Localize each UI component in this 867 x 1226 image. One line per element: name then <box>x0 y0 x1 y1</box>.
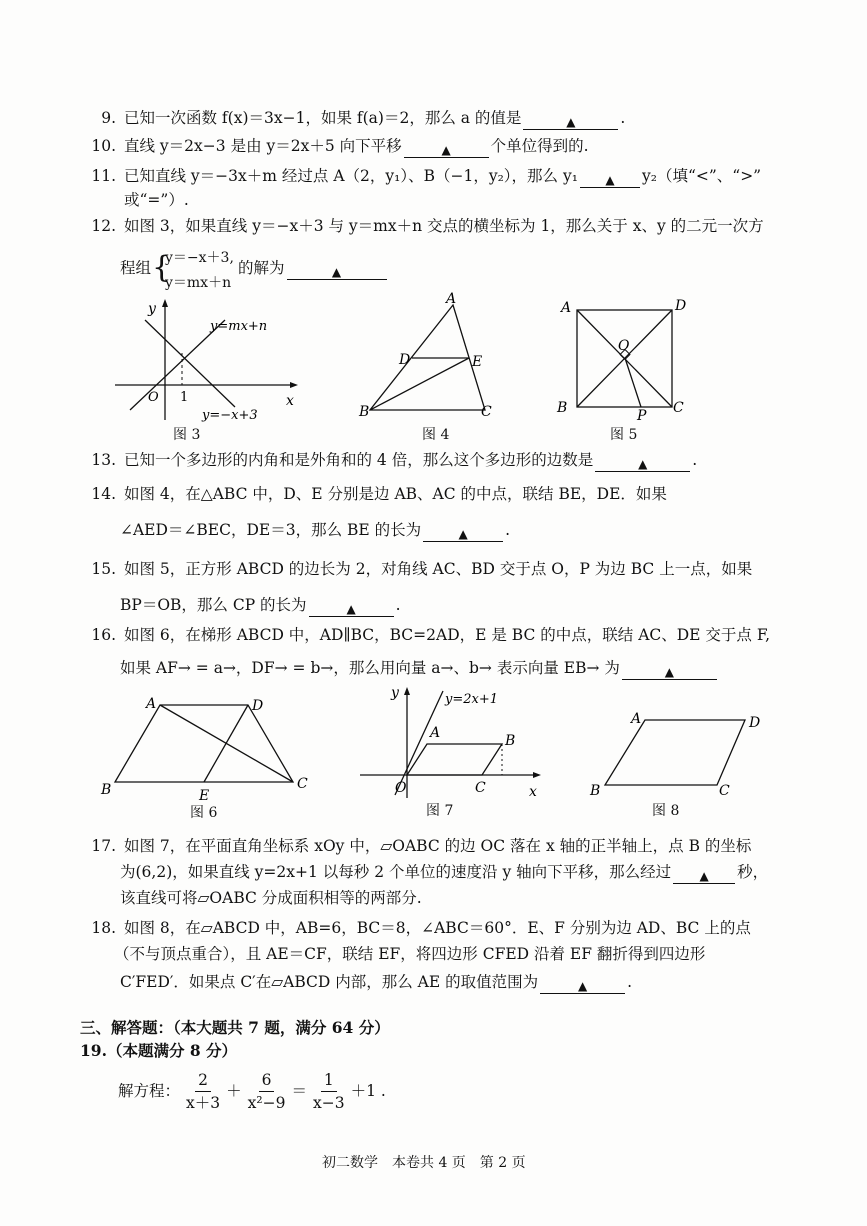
vertex-label: A <box>446 291 457 307</box>
section-title: 三、解答题：（本大题共 7 题，满分 64 分） <box>80 1018 390 1037</box>
vertex-label: D <box>399 352 411 368</box>
line-label: y=2x+1 <box>445 692 499 707</box>
vertex-label: D <box>252 698 264 714</box>
x-axis-label: x <box>286 393 294 409</box>
figure-5-caption: 图 5 <box>610 427 638 443</box>
vertex-label: B <box>590 783 601 799</box>
question-text: 如图 6，在梯形 ABCD 中，AD∥BC，BC=2AD，E 是 BC 的中点，联结 AC、DE 交于点 F, <box>124 626 771 644</box>
answer-blank[interactable]: ▲ <box>523 111 618 130</box>
vertex-label: A <box>146 696 157 712</box>
question-text: 如图 7，在平面直角坐标系 xOy 中，▱OABC 的边 OC 落在 x 轴的正半轴上，点 B 的坐标 <box>124 837 752 855</box>
question-16-line2: 如果 AF→ = a→，DF→ = b→，那么用向量 a→、b→ 表示向量 EB→ 为 ▲ <box>120 658 719 680</box>
line-label: y=mx+n <box>210 319 268 334</box>
question-number: 9. <box>101 109 116 127</box>
figure-5 <box>555 292 695 427</box>
question-14-line2: ∠AED＝∠BEC，DE＝3，那么 BE 的长为 ▲ . <box>120 521 511 541</box>
question-text: 如图 4，在△ABC 中，D、E 分别是边 AB、AC 的中点，联结 BE，DE．如果 <box>124 485 667 503</box>
question-19-header: 19.（本题满分 8 分） <box>80 1041 238 1060</box>
fraction: $\frac{1}{x-3}$ <box>312 1070 345 1112</box>
question-17-line3: 该直线可将▱OABC 分成面积相等的两部分. <box>120 889 422 907</box>
vertex-label: B <box>505 733 516 749</box>
question-text: 已知一次函数 f(x)＝3x−1，如果 f(a)＝2，那么 a 的值是 <box>124 109 522 127</box>
answer-blank[interactable]: ▲ <box>622 661 717 680</box>
vertex-label: C <box>297 776 308 792</box>
fraction: $\frac{6}{\text{x²−9}}$ <box>247 1070 286 1112</box>
figure-7 <box>355 683 545 801</box>
question-number: 18. <box>91 919 116 937</box>
vertex-label: P <box>637 408 647 424</box>
figure-3 <box>110 295 300 425</box>
vertex-label: A <box>631 711 642 727</box>
figure-6-caption: 图 6 <box>190 805 218 821</box>
question-15-line2: BP＝OB，那么 CP 的长为 ▲ . <box>120 596 401 616</box>
page-footer: 初二数学 本卷共 4 页 第 2 页 <box>322 1155 526 1171</box>
vertex-label: B <box>557 400 568 416</box>
figure-4 <box>355 290 505 425</box>
vertex-label: B <box>101 782 112 798</box>
answer-blank[interactable]: ▲ <box>287 261 387 280</box>
question-14 <box>80 484 667 504</box>
figure-7-caption: 图 7 <box>426 803 454 819</box>
vertex-label: D <box>675 298 687 314</box>
origin-label: O <box>395 780 407 796</box>
question-12 <box>80 216 764 236</box>
question-text: 如图 5，正方形 ABCD 的边长为 2，对角线 AC、BD 交于点 O，P 为边 BC 上一点，如果 <box>124 560 753 578</box>
question-text: 如图 3，如果直线 y＝−x＋3 与 y＝mx＋n 交点的横坐标为 1，那么关于 x、y 的二元一次方 <box>124 217 764 235</box>
vertex-label: C <box>475 780 486 796</box>
question-16 <box>80 625 770 645</box>
question-18-line2: （不与顶点重合），且 AE＝CF，联结 EF，将四边形 CFED 沿着 EF 翻折得到四边形 <box>114 945 706 963</box>
vertex-label: B <box>359 404 370 420</box>
answer-blank[interactable]: ▲ <box>595 453 690 472</box>
vertex-label: A <box>430 725 441 741</box>
answer-blank[interactable]: ▲ <box>673 865 735 884</box>
question-19-equation: 解方程： $\frac{2}{x+3}$ ＋ $\frac{6}{\text{x²−9}}$ ＝ $\frac{1}{x-3}$ ＋1 . <box>118 1070 386 1112</box>
question-text: 直线 y＝2x−3 是由 y＝2x＋5 向下平移 <box>124 137 402 155</box>
question-15 <box>80 559 752 579</box>
question-number: 16. <box>91 626 116 644</box>
question-number: 12. <box>91 217 116 235</box>
figure-4-caption: 图 4 <box>422 427 450 443</box>
question-11-line2: 或“=”）. <box>124 191 189 209</box>
vertex-label: E <box>472 354 483 370</box>
brace-symbol: { <box>152 250 172 285</box>
y-axis-label: y <box>391 685 399 701</box>
answer-blank[interactable]: ▲ <box>580 169 640 188</box>
question-number: 13. <box>91 451 116 469</box>
vertex-label: A <box>561 300 572 316</box>
vertex-label: D <box>749 715 761 731</box>
question-text: 已知直线 y＝−3x＋m 经过点 A（2，y₁）、B（−1，y₂），那么 y₁ <box>124 167 578 185</box>
question-17 <box>80 836 751 856</box>
origin-label: O <box>148 390 159 405</box>
question-number: 17. <box>91 837 116 855</box>
answer-blank[interactable]: ▲ <box>423 523 503 542</box>
vertex-label: C <box>719 783 730 799</box>
question-17-line2: 为(6,2)，如果直线 y=2x+1 以每秒 2 个单位的速度沿 y 轴向下平移，那么经过 ▲ 秒， <box>120 863 769 883</box>
equation-2: y＝mx＋n <box>165 275 232 291</box>
figure-3-caption: 图 3 <box>173 427 201 443</box>
question-number: 10. <box>91 137 116 155</box>
question-18-line3: C′FED′．如果点 C′在▱ABCD 内部，那么 AE 的取值范围为 ▲ . <box>120 973 633 993</box>
y-axis-label: y <box>148 301 156 317</box>
x-axis-label: x <box>529 784 537 800</box>
figure-8-caption: 图 8 <box>652 803 680 819</box>
answer-blank[interactable]: ▲ <box>404 139 489 158</box>
answer-blank[interactable]: ▲ <box>540 975 625 994</box>
question-12-tail: 的解为 ▲ <box>238 258 389 280</box>
question-11: 11. 已知直线 y＝−3x＋m 经过点 A（2，y₁）、B（−1，y₂），那么 y₁ ▲ y₂（填“<”、“>” <box>80 166 761 188</box>
question-12-system: 程组 <box>120 259 152 277</box>
vertex-label: O <box>618 338 630 354</box>
question-18 <box>80 918 751 938</box>
equation-1: y＝−x＋3, <box>165 250 234 266</box>
question-number: 11. <box>91 167 116 185</box>
question-text: 如图 8，在▱ABCD 中，AB=6，BC＝8，∠ABC＝60°．E、F 分别为边 AD、BC 上的点 <box>124 919 751 937</box>
question-9: 9. 已知一次函数 f(x)＝3x−1，如果 f(a)＝2，那么 a 的值是 ▲ . <box>80 108 625 130</box>
question-text: 已知一个多边形的内角和是外角和的 4 倍，那么这个多边形的边数是 <box>124 451 594 469</box>
question-number: 14. <box>91 485 116 503</box>
answer-blank[interactable]: ▲ <box>309 598 394 617</box>
fraction: $\frac{2}{x+3}$ <box>186 1070 221 1112</box>
question-10: 10. 直线 y＝2x−3 是由 y＝2x＋5 向下平移 ▲ 个单位得到的. <box>80 136 589 158</box>
figure-8 <box>585 705 775 800</box>
vertex-label: E <box>199 788 210 804</box>
vertex-label: C <box>481 404 492 420</box>
figure-6 <box>98 690 318 805</box>
line-label: y=−x+3 <box>202 408 258 423</box>
question-13: 13. 已知一个多边形的内角和是外角和的 4 倍，那么这个多边形的边数是 ▲ . <box>80 450 697 472</box>
vertex-label: C <box>673 400 684 416</box>
question-number: 15. <box>91 560 116 578</box>
tick-label: 1 <box>180 390 189 405</box>
